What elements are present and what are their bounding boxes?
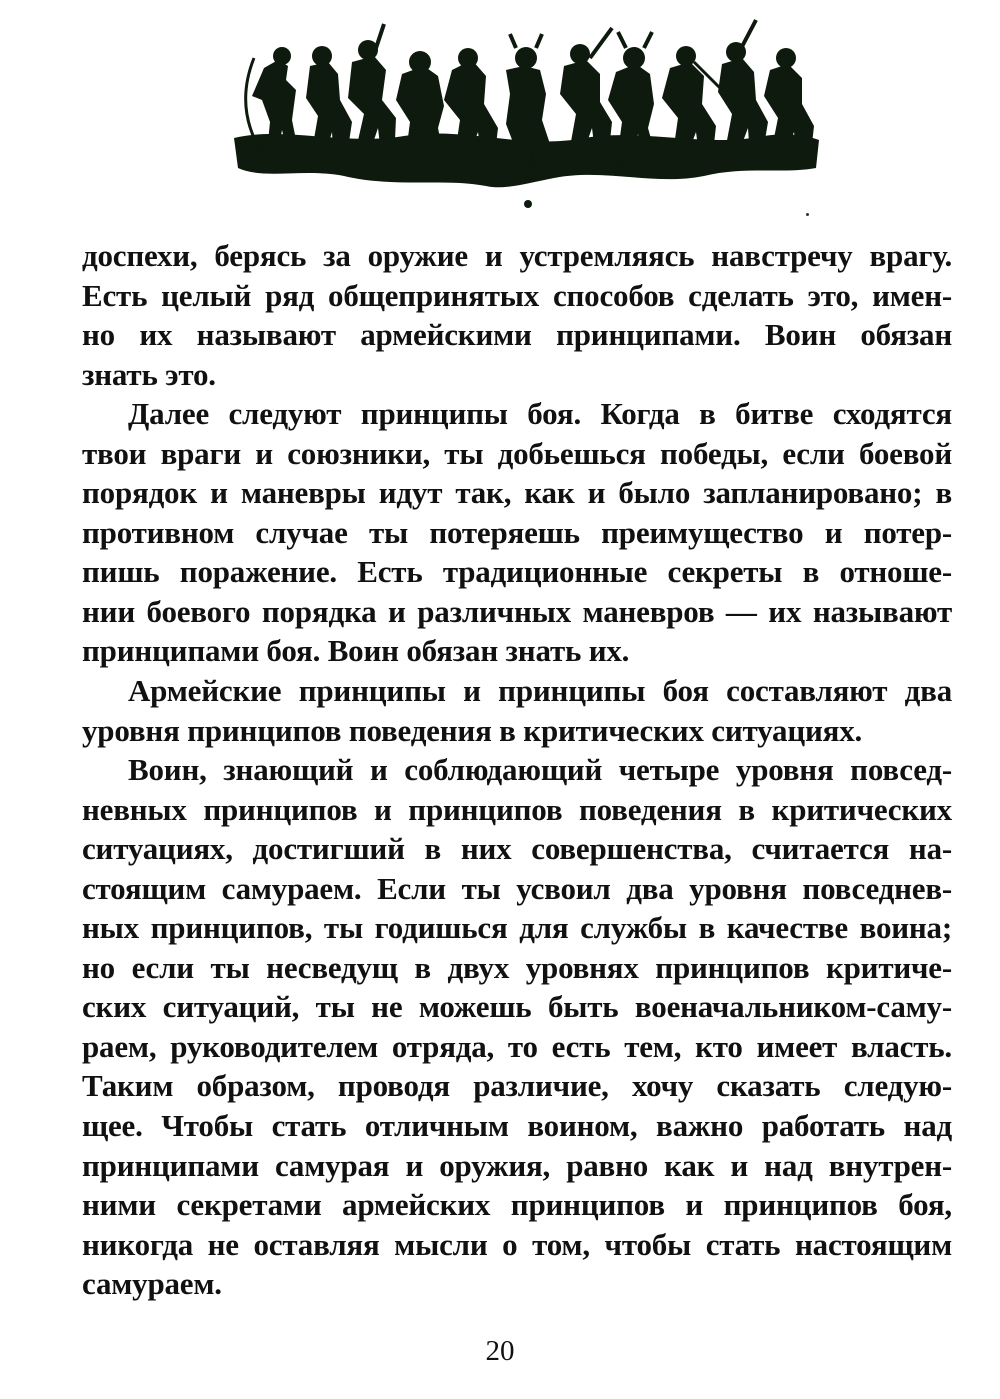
- page-body-text: [82, 236, 952, 1304]
- text-line: противном случае ты потеряешь преимущество и потер-: [82, 514, 952, 550]
- text-line: Воин, знающий и соблюдающий четыре уровня повсед-: [128, 752, 952, 788]
- text-line: невных принципов и принципов поведения в критических: [82, 791, 952, 827]
- text-line: Таким образом, проводя различие, хочу сказать следую-: [82, 1068, 952, 1104]
- text-line: ных принципов, ты годишься для службы в качестве воина;: [82, 910, 952, 946]
- text-line: твои враги и союзники, ты добьешься победы, если боевой: [82, 435, 952, 471]
- text-line: порядок и маневры идут так, как и было запланировано; в: [82, 475, 952, 511]
- text-line: никогда не оставляя мысли о том, чтобы стать настоящим: [82, 1226, 952, 1262]
- text-line: Армейские принципы и принципы боя составляют два: [128, 673, 952, 709]
- text-line: ских ситуаций, ты не можешь быть военачальником-саму-: [82, 989, 952, 1025]
- text-line: ситуациях, достигший в них совершенства, считается на-: [82, 831, 952, 867]
- text-line: Далее следуют принципы боя. Когда в битве сходятся: [128, 396, 952, 432]
- text-line: доспехи, берясь за оружие и устремляясь навстречу врагу.: [82, 238, 952, 273]
- page-number: 20: [485, 1335, 515, 1367]
- text-line: пишь поражение. Есть традиционные секреты в отноше-: [82, 554, 952, 590]
- text-line: самураем.: [82, 1266, 222, 1302]
- text-line: принципами самурая и оружия, равно как и над внутрен-: [82, 1147, 952, 1183]
- text-line: щее. Чтобы стать отличным воином, важно работать над: [82, 1108, 952, 1144]
- text-line: нии боевого порядка и различных маневров — их называют: [82, 593, 952, 629]
- text-line: стоящим самураем. Если ты усвоил два уровня повседнев-: [82, 870, 952, 906]
- text-line: Есть целый ряд общепринятых способов сделать это, имен-: [82, 277, 952, 313]
- print-speck: [806, 213, 809, 216]
- text-line: раем, руководителем отряда, то есть тем, кто имеет власть.: [82, 1028, 952, 1064]
- text-line: принципами боя. Воин обязан знать их.: [82, 633, 630, 669]
- text-line: ними секретами армейских принципов и принципов боя,: [82, 1187, 952, 1223]
- text-line: знать это.: [82, 356, 216, 392]
- text-line: но их называют армейскими принципами. Воин обязан: [82, 317, 952, 353]
- text-line: уровня принципов поведения в критических ситуациях.: [82, 712, 863, 748]
- text-line: но если ты несведущ в двух уровнях принципов критиче-: [82, 949, 952, 985]
- samurai-frieze-illustration: [224, 18, 824, 213]
